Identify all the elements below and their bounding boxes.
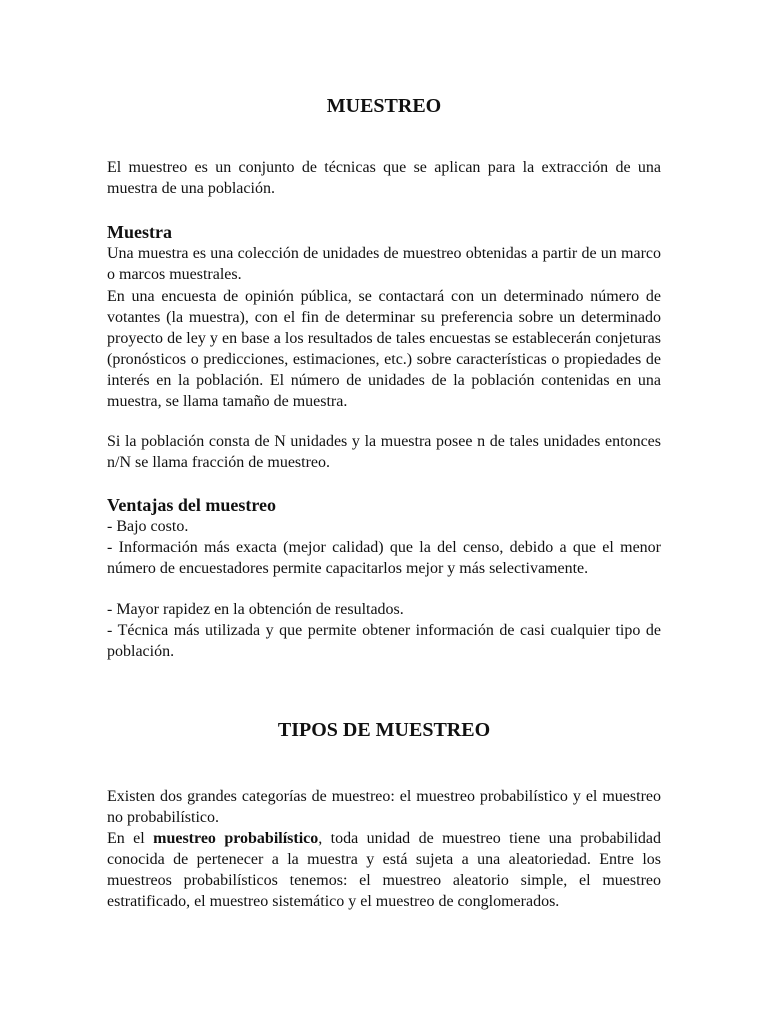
section-heading-ventajas: Ventajas del muestreo (107, 495, 276, 515)
tipos-paragraph-2-prefix: En el (107, 830, 154, 847)
section-heading-muestra: Muestra (107, 222, 172, 242)
muestra-paragraph-1: Una muestra es una colección de unidades de muestreo obtenidas a partir de un marco o marcos muestrales. (107, 245, 661, 283)
muestra-paragraph-2: En una encuesta de opinión pública, se contactará con un determinado número de votantes (la muestra), con el fin de determinar su preferencia sobre un determinado proyecto de ley y en base a los resultados de tales encuestas se establecerán conjeturas (pronósticos o predicciones, estimaciones, etc.) sobre características o propiedades de interés en la población. El número de unidades de la población contenidas en una muestra, se llama tamaño de muestra. (107, 288, 661, 410)
ventajas-item: - Mayor rapidez en la obtención de resultados. (107, 601, 404, 618)
tipos-paragraph-2 (107, 828, 661, 912)
page-title: MUESTREO (326, 95, 442, 117)
ventajas-item: - Técnica más utilizada y que permite obtener información de casi cualquier tipo de población. (107, 622, 661, 660)
tipos-paragraph-2-suffix: , toda unidad de muestreo tiene una probabilidad conocida de pertenecer a la muestra y está sujeta a una aleatoriedad. Entre los muestreos probabilísticos tenemos: el muestreo aleatorio simple, el muestreo estratificado, el muestreo sistemático y el muestreo de conglomerados. (107, 830, 661, 910)
muestra-paragraph-3: Si la población consta de N unidades y la muestra posee n de tales unidades entonces n/N se llama fracción de muestreo. (107, 433, 661, 471)
tipos-paragraph-1: Existen dos grandes categorías de muestreo: el muestreo probabilístico y el muestreo no probabilístico. (107, 788, 661, 826)
ventajas-item: - Bajo costo. (107, 518, 189, 535)
intro-paragraph: El muestreo es un conjunto de técnicas que se aplican para la extracción de una muestra de una población. (107, 159, 661, 197)
ventajas-item: - Información más exacta (mejor calidad) que la del censo, debido a que el menor número de encuestadores permite capacitarlos mejor y más selectivamente. (107, 539, 661, 577)
section-title-tipos: TIPOS DE MUESTREO (277, 719, 491, 741)
bold-term-muestreo-probabilistico: muestreo probabilístico (153, 830, 319, 847)
